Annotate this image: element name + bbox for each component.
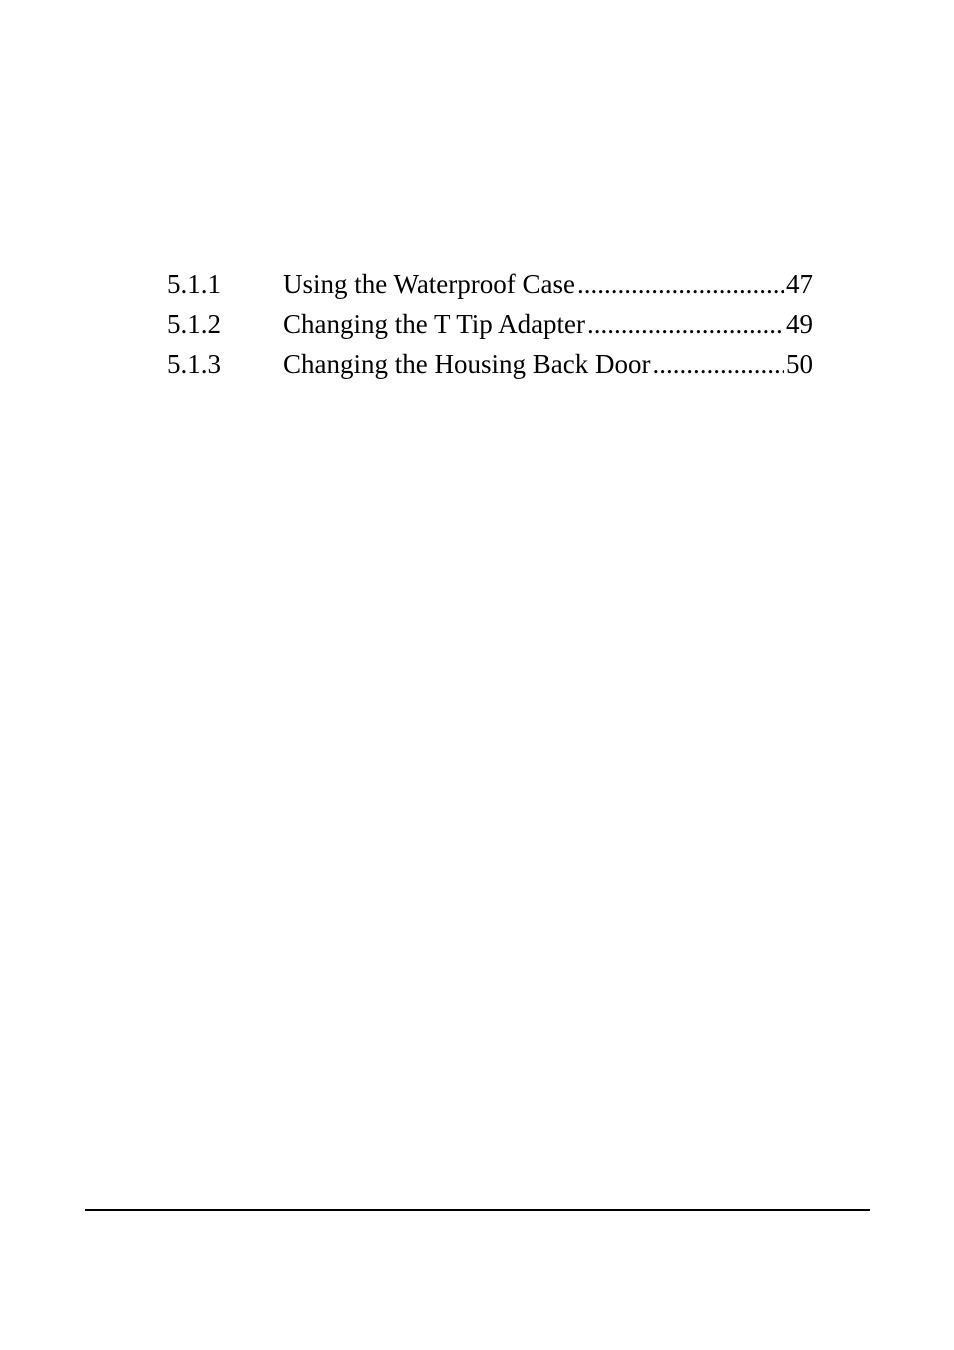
footer-divider — [85, 1209, 870, 1211]
toc-entry-page: 47 — [786, 269, 813, 299]
toc-entry-title: Changing the T Tip Adapter — [283, 309, 586, 339]
toc-entry-5-1-3[interactable] — [167, 344, 813, 384]
toc-dot-leader — [577, 264, 784, 304]
toc-entry-title: Changing the Housing Back Door — [283, 349, 651, 379]
toc-dot-leader — [587, 304, 784, 344]
toc-entry-title: Using the Waterproof Case — [283, 269, 576, 299]
toc-dot-leader — [652, 344, 784, 384]
toc-entry-page: 50 — [786, 349, 813, 379]
table-of-contents — [167, 264, 813, 384]
toc-entry-number: 5.1.3 — [167, 349, 221, 379]
toc-entry-page: 49 — [786, 309, 813, 339]
toc-entry-number: 5.1.2 — [167, 309, 221, 339]
toc-entry-5-1-2[interactable] — [167, 304, 813, 344]
toc-entry-5-1-1[interactable] — [167, 264, 813, 304]
toc-entry-number: 5.1.1 — [167, 269, 221, 299]
